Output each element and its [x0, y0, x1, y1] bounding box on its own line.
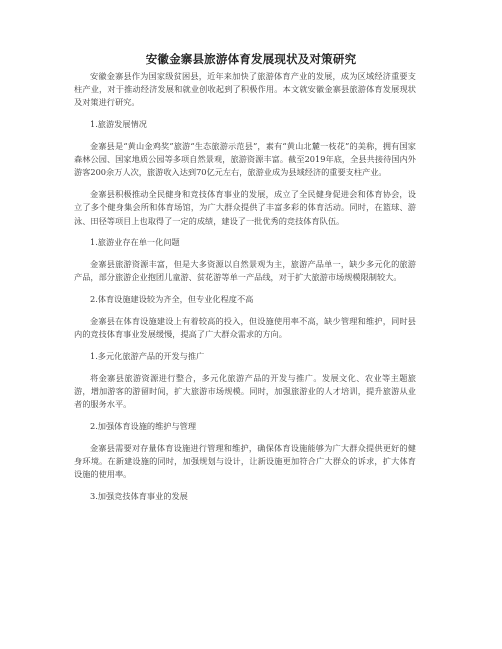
document-title: 安徽金寨县旅游体育发展现状及对策研究: [145, 52, 357, 66]
section-heading: 3.加强竞技体育事业的发展: [90, 491, 188, 501]
section-heading: 2.体育设施建设较为齐全，但专业化程度不高: [90, 294, 254, 305]
intro-paragraph: 安徽金寨县作为国家级贫困县，近年来加快了旅游体育产业的发展，成为区域经济重要支柱产业，对于推动经济发展和就业创收起到了积极作用。本文就安徽金寨县旅游体育发展现状及对策进行研究。: [74, 71, 416, 108]
section-heading: 1.多元化旅游产品的开发与推广: [90, 351, 205, 361]
body-paragraph: 金寨县旅游资源丰富，但是大多资源以自然景观为主，旅游产品单一，缺少多元化的旅游产品，部分旅游企业抱团儿童游、贫花游等单一产品线，对于扩大旅游市场规模限制较大。: [74, 259, 416, 283]
body-paragraph: 金寨县是“黄山金鸡奖”旅游“生态旅游示范县”，素有“黄山北麓一枝花”的美称，拥有国家森林公园、国家地质公园等多项自然景观，旅游资源丰富。截至2019年底，全县共接待国内外游客200余万人次，旅游收入达到70亿元左右，旅游业成为县域经济的重要支柱产业。: [74, 141, 416, 178]
body-paragraph: 将金寨县旅游资源进行整合，多元化旅游产品的开发与推广。发展文化、农业等主题旅游，增加游客的游留时间，扩大旅游市场规模。同时，加强旅游业的人才培训，提升旅游从业者的服务水平。: [74, 372, 416, 410]
section-heading: 1.旅游发展情况: [90, 119, 147, 130]
section-heading: 2.加强体育设施的维护与管理: [90, 421, 197, 431]
body-paragraph: 金寨县需要对存量体育设施进行管理和维护，确保体育设施能够为广大群众提供更好的健身环境。在新建设施的同时，加强规划与设计，让新设施更加符合广大群众的诉求，扩大体育设施的使用率。: [74, 442, 416, 480]
body-paragraph: 金寨县在体育设施建设上有着较高的投入，但设施使用率不高，缺少管理和维护，同时县内的竞技体育事业发展缓慢，提高了广大群众需求的方向。: [74, 316, 416, 340]
section-heading: 1.旅游业存在单一化问题: [90, 237, 180, 248]
document-body: [74, 70, 416, 512]
body-paragraph: 金寨县积极推动全民健身和竞技体育事业的发展，成立了全民健身促进会和体育协会，设立了多个健身集会所和体育场馆，为广大群众提供了丰富多彩的体育活动。同时，在篮球、游泳、田径等项目上也取得了一定的成绩，建设了一批优秀的竞技体育队伍。: [74, 189, 416, 226]
